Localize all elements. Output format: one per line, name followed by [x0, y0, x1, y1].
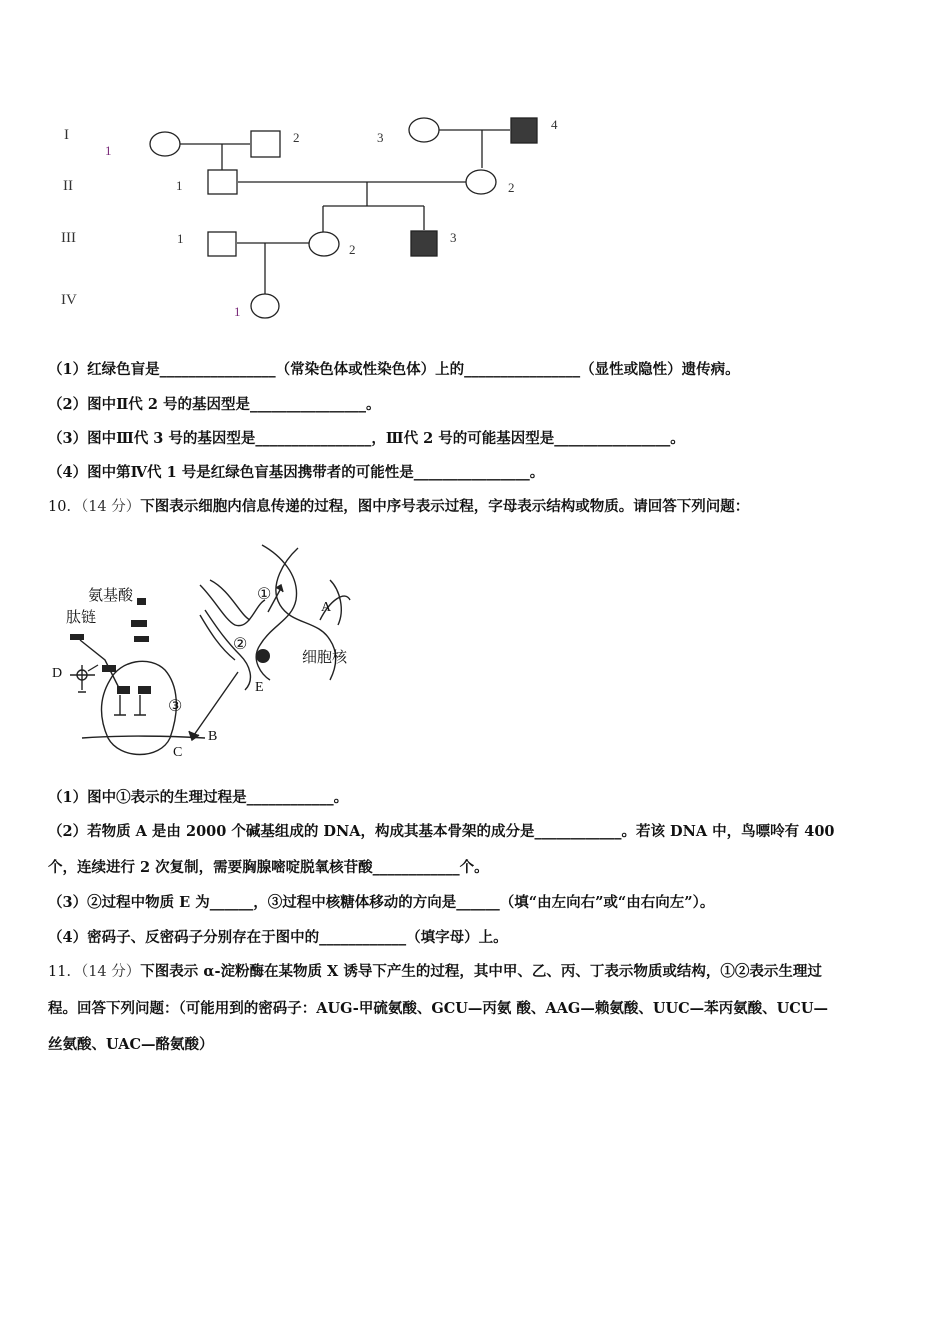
- dna-strand-3: [200, 585, 265, 626]
- q9-part1: （1）红绿色盲是________________（常染色体或性染色体）上的________________（显性或隐性）遗传病。: [48, 361, 740, 378]
- generation-label-II: II: [63, 178, 73, 194]
- label-III-3: 3: [450, 230, 457, 245]
- q11-stem-text-a: 下图表示 α-淀粉酶在某物质 X 诱导下产生的过程，其中甲、乙、丙、丁表示物质或结构，①②表示生理过: [140, 963, 822, 980]
- label-amino-acid: 氨基酸: [88, 586, 134, 604]
- q9-part3: （3）图中Ⅲ代 3 号的基因型是________________，Ⅲ代 2 号的可能基因型是________________。: [48, 430, 685, 447]
- q10-part2-b: 个，连续进行 2 次复制，需要胸腺嘧啶脱氧核苷酸____________个。: [48, 859, 489, 876]
- q10-score: （14 分）: [80, 499, 141, 515]
- label-III-1: 1: [177, 231, 184, 246]
- q9-part4: （4）图中第Ⅳ代 1 号是红绿色盲基因携带者的可能性是________________。: [48, 464, 545, 481]
- label-I-3: 3: [377, 130, 384, 145]
- q10-part4: （4）密码子、反密码子分别存在于图中的____________（填字母）上。: [48, 929, 508, 946]
- label-peptide: 肽链: [66, 608, 97, 626]
- generation-label-IV: IV: [61, 292, 77, 308]
- label-II-2: 2: [508, 180, 515, 195]
- enzyme-E: [256, 649, 270, 663]
- q11-stem-line2: 程。回答下列问题：（可能用到的密码子：AUG-甲硫氨酸、GCU—丙氨 酸、AAG—赖氨酸、UUC—苯丙氨酸、UCU—: [48, 1000, 828, 1017]
- label-IV-1: 1: [234, 304, 241, 319]
- q10-part1: （1）图中①表示的生理过程是____________。: [48, 789, 349, 806]
- label-nucleus: 细胞核: [302, 648, 348, 666]
- label-process-2: ②: [233, 634, 248, 653]
- label-I-1: 1: [105, 143, 112, 158]
- q10-stem-text: 下图表示细胞内信息传递的过程，图中序号表示过程，字母表示结构或物质。请回答下列问题：: [140, 498, 750, 515]
- label-process-1: ①: [257, 584, 272, 603]
- label-D: D: [52, 666, 63, 681]
- transport-arrow: [194, 672, 238, 735]
- label-E: E: [255, 680, 264, 695]
- q11-stem-line3: 丝氨酸、UAC—酪氨酸）: [48, 1036, 214, 1053]
- label-C: C: [173, 745, 183, 760]
- q10-number: 10．: [48, 499, 81, 515]
- dna-strand-4: [210, 580, 250, 620]
- generation-label-I: I: [64, 127, 69, 143]
- label-I-4: 4: [551, 117, 558, 132]
- q11-score: （14 分）: [80, 964, 141, 980]
- label-B: B: [208, 729, 218, 744]
- label-A: A: [321, 600, 332, 615]
- q9-part2: （2）图中Ⅱ代 2 号的基因型是________________。: [48, 396, 381, 413]
- label-III-2: 2: [349, 242, 356, 257]
- label-II-1: 1: [176, 178, 183, 193]
- membrane-B: [82, 736, 205, 738]
- q10-part2-a: （2）若物质 A 是由 2000 个碱基组成的 DNA，构成其基本骨架的成分是____________。若该 DNA 中，鸟嘌呤有 400: [48, 823, 835, 840]
- q10-part3: （3）②过程中物质 E 为______，③过程中核糖体移动的方向是______（填“由左向右”或“由右向左”）。: [48, 894, 715, 911]
- generation-label-III: III: [61, 230, 76, 246]
- label-process-3: ③: [168, 696, 183, 715]
- q11-stem-line1: [48, 962, 822, 982]
- q11-number: 11．: [48, 964, 81, 980]
- label-I-2: 2: [293, 130, 300, 145]
